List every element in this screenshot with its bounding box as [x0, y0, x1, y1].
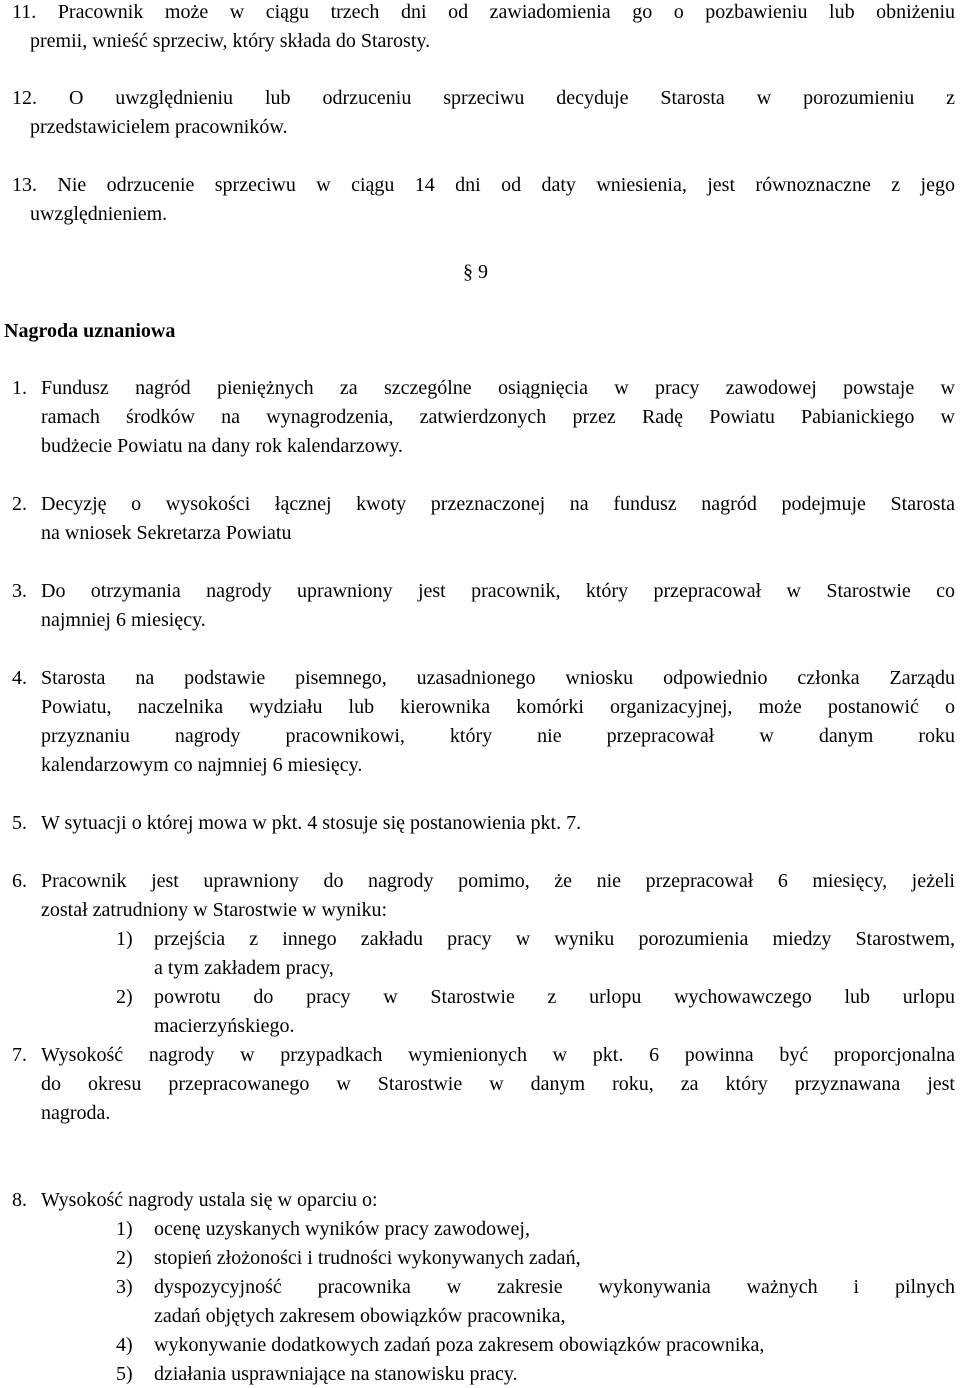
paragraph-12-line-1	[12, 84, 955, 112]
sub-item-text: dyspozycyjność pracownika w zakresie wykonywania ważnych i pilnych	[154, 1276, 955, 1298]
list-item-7-line-2: do okresu przepracowanego w Starostwie w danym roku, za który przyznawana jest	[41, 1073, 955, 1095]
sub-item-8-1	[12, 1215, 955, 1243]
paragraph-12-line-2: przedstawicielem pracowników.	[30, 116, 288, 138]
sub-item-text: ocenę uzyskanych wyników pracy zawodowej,	[154, 1218, 530, 1240]
sub-item-8-5	[12, 1360, 955, 1388]
sub-item-8-3-line-1	[12, 1273, 955, 1301]
paragraph-number: 13.	[12, 174, 37, 196]
section-number: § 9	[463, 261, 488, 283]
item-number: 1.	[12, 377, 27, 399]
list-item-4-line-3: przyznaniu nagrody pracownikowi, który nie przepracował w danym roku	[41, 725, 955, 747]
sub-item-number: 3)	[116, 1276, 133, 1298]
sub-item-number: 2)	[116, 986, 133, 1008]
paragraph-13-line-2: uwzględnieniem.	[30, 203, 168, 225]
list-item-3-line-1	[12, 577, 955, 605]
list-item-8-line-1	[12, 1186, 955, 1214]
paragraph-11-line-1	[12, 0, 955, 26]
list-item-3-line-2: najmniej 6 miesięcy.	[41, 609, 206, 631]
item-number: 7.	[12, 1044, 27, 1066]
paragraph-number: 12.	[12, 87, 37, 109]
item-text: Wysokość nagrody ustala się w oparciu o:	[41, 1189, 378, 1211]
paragraph-text: Pracownik może w ciągu trzech dni od zawiadomienia go o pozbawieniu lub obniżeniu	[57, 1, 956, 23]
item-number: 4.	[12, 667, 27, 689]
list-item-4-line-2: Powiatu, naczelnika wydziału lub kierownika komórki organizacyjnej, może postanowić o	[41, 696, 955, 718]
sub-item-number: 5)	[116, 1363, 133, 1385]
sub-item-text: działania usprawniające na stanowisku pracy.	[154, 1363, 518, 1385]
sub-item-6-1-line-2: a tym zakładem pracy,	[154, 957, 334, 979]
paragraph-text: O uwzględnieniu lub odrzuceniu sprzeciwu decyduje Starosta w porozumieniu z	[68, 87, 955, 109]
sub-item-number: 1)	[116, 928, 133, 950]
list-item-5-line-1	[12, 809, 955, 837]
paragraph-13-line-1	[12, 171, 955, 199]
sub-item-number: 4)	[116, 1334, 133, 1356]
item-text: Do otrzymania nagrody uprawniony jest pracownik, który przepracował w Starostwie co	[41, 580, 955, 602]
item-number: 2.	[12, 493, 27, 515]
item-number: 8.	[12, 1189, 27, 1211]
list-item-1-line-3: budżecie Powiatu na dany rok kalendarzowy.	[41, 435, 403, 457]
list-item-1-line-2: ramach środków na wynagrodzenia, zatwierdzonych przez Radę Powiatu Pabianickiego w	[41, 406, 955, 428]
sub-item-number: 2)	[116, 1247, 133, 1269]
item-text: Pracownik jest uprawniony do nagrody pomimo, że nie przepracował 6 miesięcy, jeżeli	[41, 870, 955, 892]
item-number: 3.	[12, 580, 27, 602]
item-text: Decyzję o wysokości łącznej kwoty przeznaczonej na fundusz nagród podejmuje Starosta	[41, 493, 955, 515]
list-item-2-line-2: na wniosek Sekretarza Powiatu	[41, 522, 292, 544]
list-item-4-line-4: kalendarzowym co najmniej 6 miesięcy.	[41, 754, 363, 776]
sub-item-text: powrotu do pracy w Starostwie z urlopu wychowawczego lub urlopu	[154, 986, 955, 1008]
item-text: Fundusz nagród pieniężnych za szczególne osiągnięcia w pracy zawodowej powstaje w	[41, 377, 955, 399]
sub-item-text: stopień złożoności i trudności wykonywanych zadań,	[154, 1247, 581, 1269]
sub-item-8-3-line-2: zadań objętych zakresem obowiązków pracownika,	[154, 1305, 566, 1327]
list-item-6-line-2: został zatrudniony w Starostwie w wyniku:	[41, 899, 388, 921]
paragraph-11-line-2: premii, wnieść sprzeciw, który składa do Starosty.	[30, 30, 431, 52]
list-item-1-line-1	[12, 374, 955, 402]
list-item-7-line-3: nagroda.	[41, 1102, 111, 1124]
sub-item-6-1-line-1	[12, 925, 955, 953]
item-number: 6.	[12, 870, 27, 892]
sub-item-number: 1)	[116, 1218, 133, 1240]
item-number: 5.	[12, 812, 27, 834]
list-item-2-line-1	[12, 490, 955, 518]
sub-item-6-2-line-2: macierzyńskiego.	[154, 1015, 295, 1037]
sub-item-8-2	[12, 1244, 955, 1272]
section-heading: Nagroda uznaniowa	[4, 320, 176, 342]
item-text: Wysokość nagrody w przypadkach wymienionych w pkt. 6 powinna być proporcjonalna	[41, 1044, 955, 1066]
paragraph-text: Nie odrzucenie sprzeciwu w ciągu 14 dni od daty wniesienia, jest równoznaczne z jego	[57, 174, 955, 196]
sub-item-6-2-line-1	[12, 983, 955, 1011]
sub-item-text: wykonywanie dodatkowych zadań poza zakresem obowiązków pracownika,	[154, 1334, 765, 1356]
paragraph-number: 11.	[12, 1, 37, 23]
list-item-6-line-1	[12, 867, 955, 895]
list-item-7-line-1	[12, 1041, 955, 1069]
item-text: Starosta na podstawie pisemnego, uzasadnionego wniosku odpowiednio członka Zarządu	[41, 667, 955, 689]
item-text: W sytuacji o której mowa w pkt. 4 stosuje się postanowienia pkt. 7.	[41, 812, 582, 834]
sub-item-8-4	[12, 1331, 955, 1359]
sub-item-text: przejścia z innego zakładu pracy w wyniku porozumienia miedzy Starostwem,	[154, 928, 955, 950]
list-item-4-line-1	[12, 664, 955, 692]
